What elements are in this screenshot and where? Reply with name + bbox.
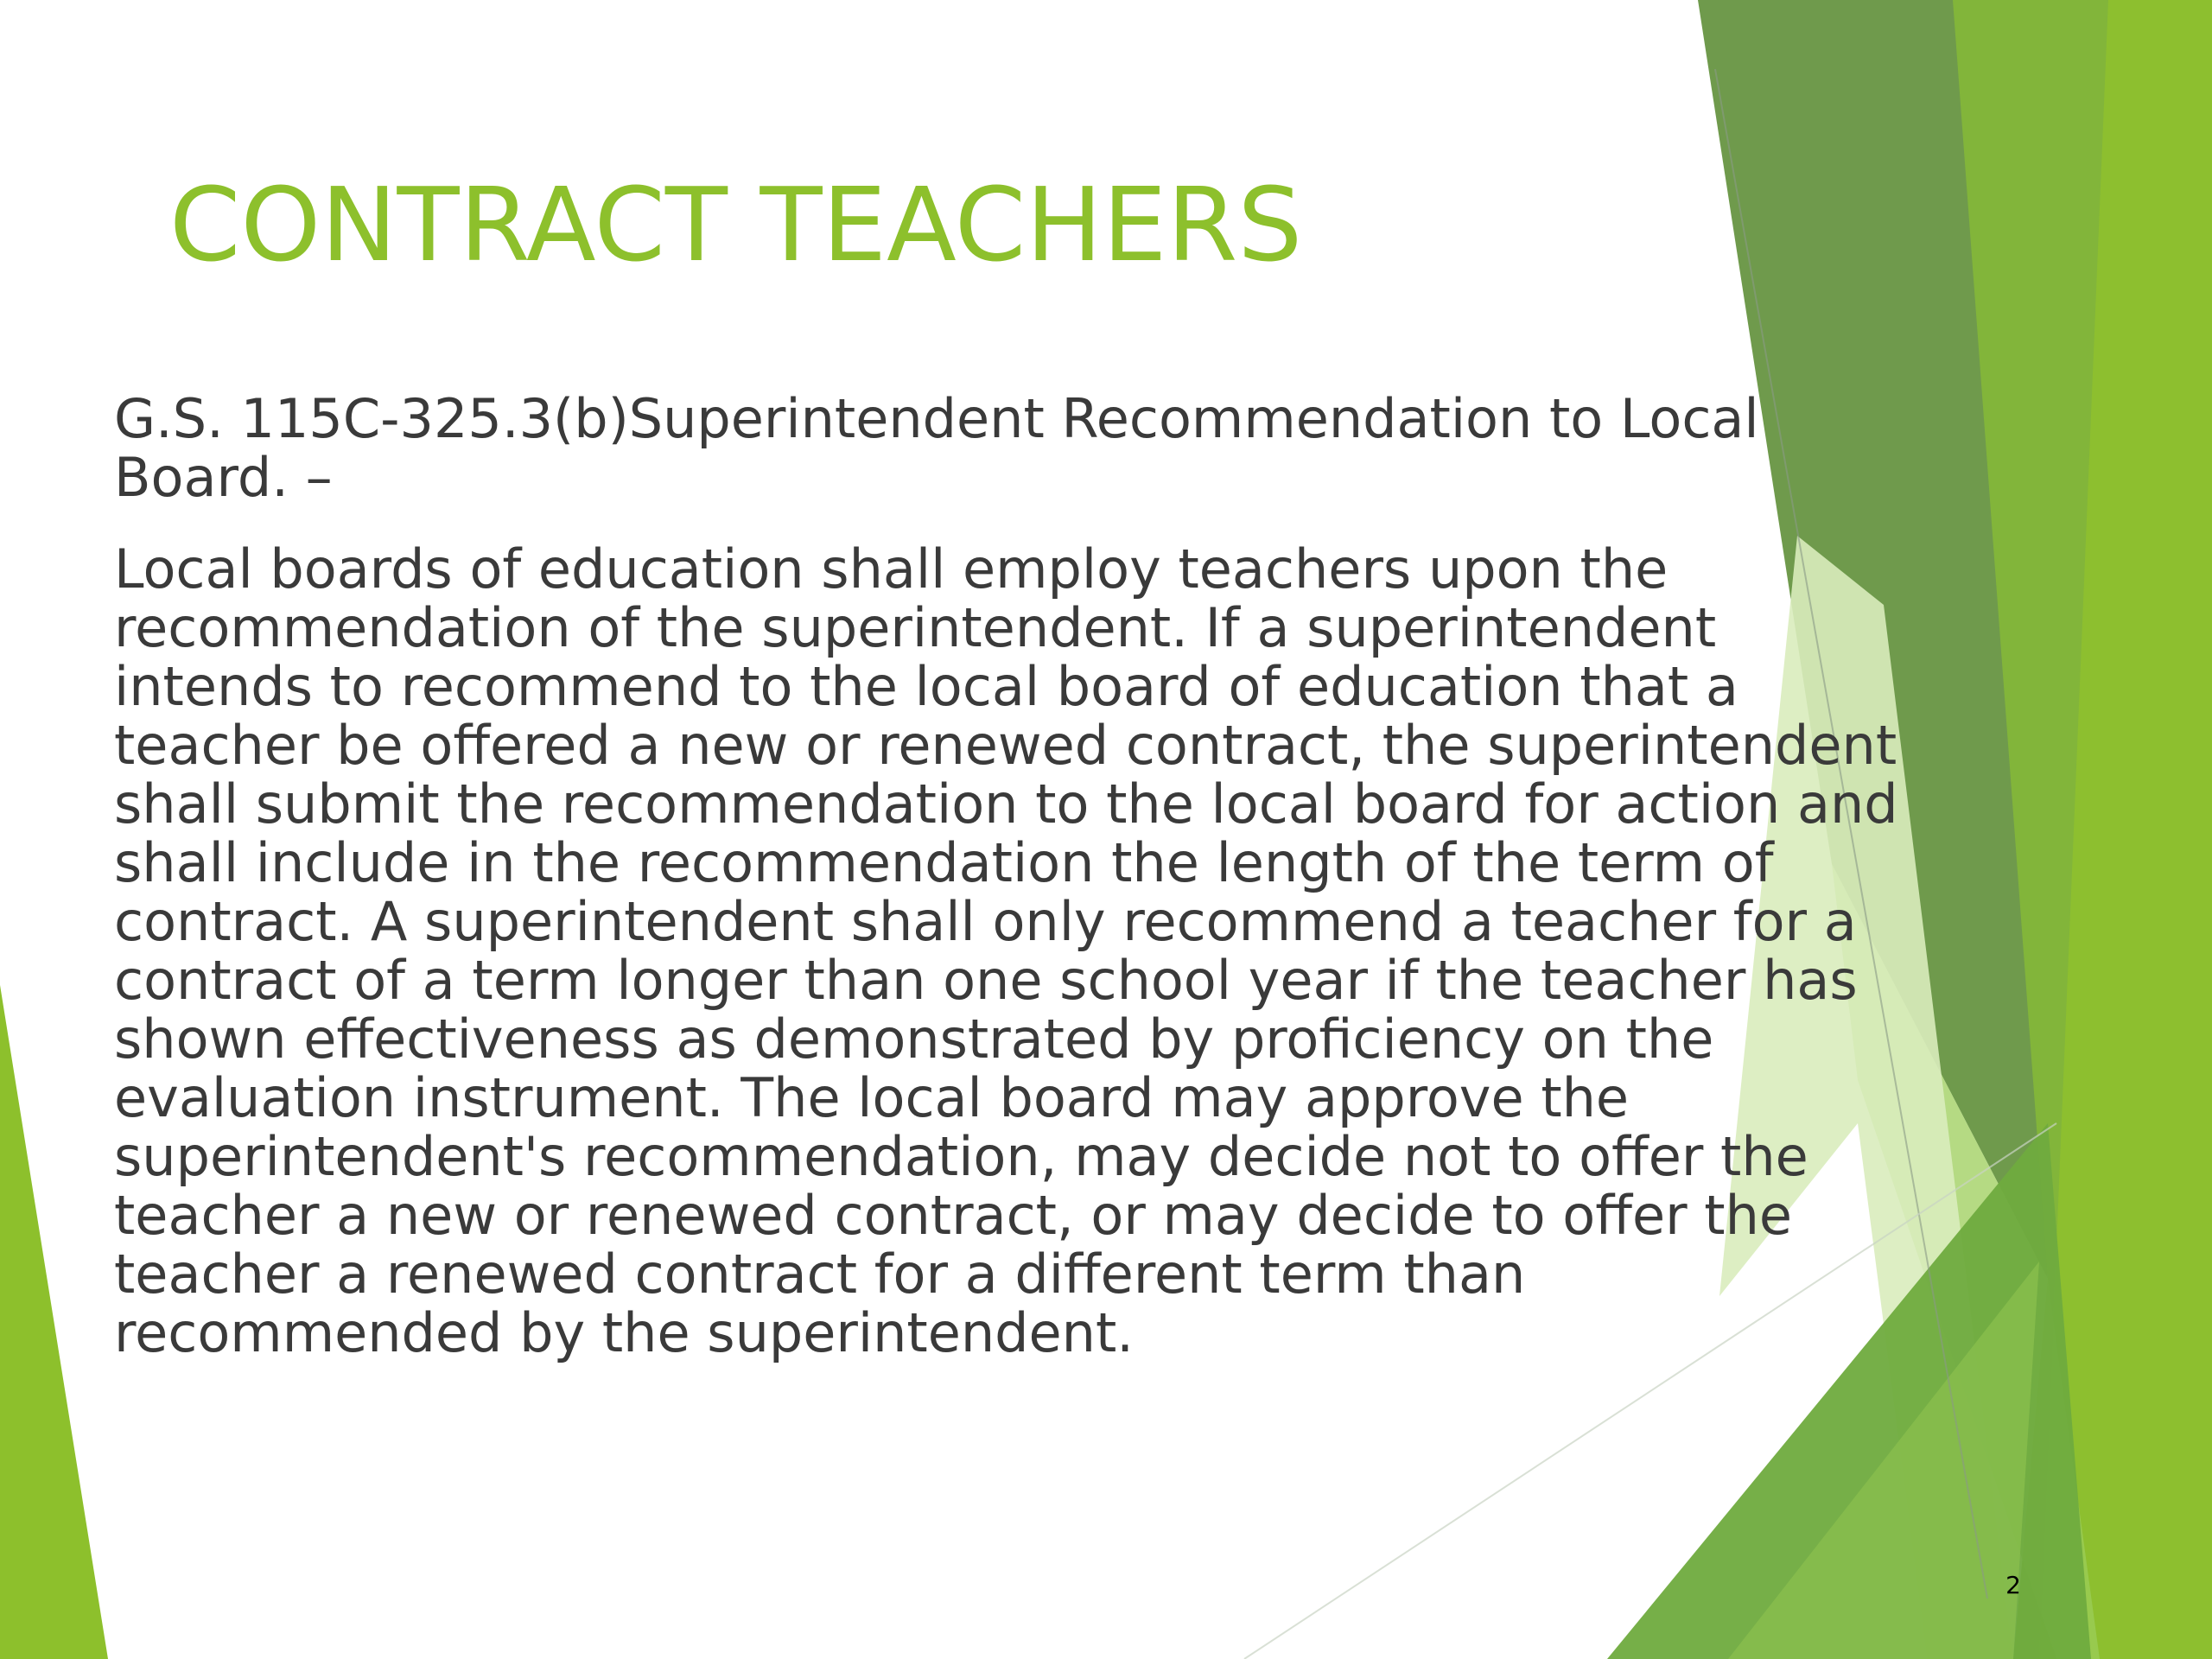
statute-citation: G.S. 115C-325.3(b)Superintendent Recommendation to Local Board. – — [114, 387, 1759, 509]
slide-body — [114, 387, 1929, 1364]
shard-left — [0, 985, 108, 1659]
page-number: 2 — [2005, 1571, 2021, 1599]
statute-text: Local boards of education shall employ teachers upon the recommendation of the superintendent. If a superintendent intends to recommend to the local board of education that a teacher be offered a new or renewed contract, the superintendent shall submit the recommendation to the local board for action and shall include in the recommendation the length of the term of contract. A superintendent shall only recommend a teacher for a contract of a term longer than one school year if the teacher has shown effectiveness as demonstrated by proficiency on the evaluation instrument. The local board may approve the superintendent's recommendation, may decide not to offer the teacher a new or renewed contract, or may decide to offer the teacher a renewed contract for a different term than recommended by the superintendent. — [114, 537, 1898, 1364]
slide-title: CONTRACT TEACHERS — [169, 165, 1303, 284]
